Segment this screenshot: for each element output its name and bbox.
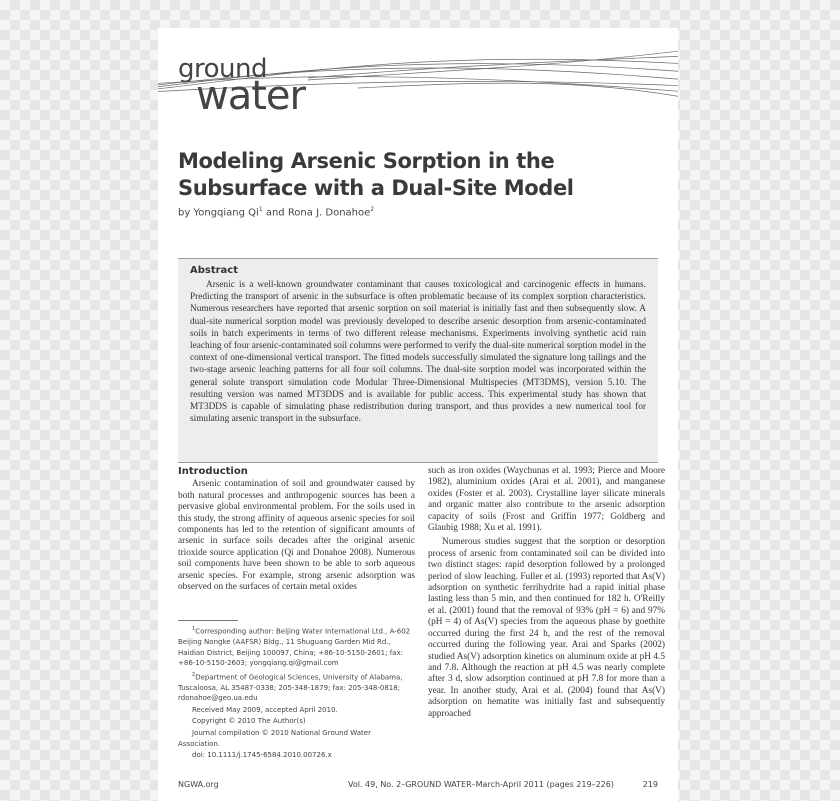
copyright-line: Copyright © 2010 The Author(s) [192,717,306,726]
footer-page-number: 219 [642,780,658,789]
author-1-affiliation-mark: 1 [258,206,263,213]
footnote-2-mark: 2 [192,671,196,678]
introduction-heading: Introduction [178,466,248,477]
right-column-paragraph-1: such as iron oxides (Waychunas et al. 1993; Pierce and Moore 1982), aluminium oxides (Arai et al. 2001), and manganese oxides (Foster et al. 2003). Crystalline layer silicate minerals and organic matter also contribute to the arsenic adsorption capacity of soils (Frost and Griffin 1977; Goldberg and Glaubig 1988; Xu et al. 1991). [428,466,665,534]
author-2-affiliation-mark: 2 [370,206,375,213]
footer-website: NGWA.org [178,780,219,789]
abstract-heading: Abstract [190,265,239,276]
footnote-rule [178,620,238,621]
author-byline [178,206,374,218]
footer-citation: Vol. 49, No. 2–GROUND WATER–March-April 2011 (pages 219–226) [348,780,614,789]
journal-logo-water: water [196,73,305,119]
footnote-2 [178,670,415,704]
article-title: Modeling Arsenic Sorption in the Subsurface with a Dual-Site Model [178,149,574,200]
author-1: Yongqiang Qi [193,207,259,219]
byline-and: and [262,207,288,219]
footnote-1-text: Corresponding author: Beijing Water International Ltd., A-602 Beijing Nongke (AAFSR) Bldg., 11 Shuguang Garden Mid Rd., Haidian District, Beijing 100097, China; +86-10-5150-2601; fax: +86-10-5150-2603; yongqiang.qi@gmail.com [178,627,411,668]
footnotes [178,624,415,762]
received-date: Received May 2009, accepted April 2010. [192,705,338,714]
doi-line: doi: 10.1111/j.1745-6584.2010.00726.x [192,751,332,760]
introduction-paragraph: Arsenic contamination of soil and groundwater caused by both natural processes and anthropogenic sources has been a pervasive global environmental problem. For the soils used in this study, the strong affinity of aqueous arsenic species for soil components has led to the retention of significant amounts of arsenic in surface soils decades after the original arsenic trioxide source application (Qi and Donahoe 2008). Numerous soil components have been shown to be able to sorb aqueous arsenic species. For example, strong arsenic adsorption was observed on the surfaces of certain metal oxides [178,479,415,593]
footnote-1 [178,624,415,669]
paper-page [158,28,678,801]
author-2: Rona J. Donahoe [287,207,371,219]
page-footer [178,780,658,792]
right-column-paragraph-2: Numerous studies suggest that the sorption or desorption process of arsenic from contaminated soil can be divided into two distinct stages: rapid desorption followed by a prolonged period of slow leaching. Fuller et al. (1993) reported that As(V) adsorption on synthetic ferrihydrite had a rapid initial phase lasting less than 5 min, and then continued for 182 h. O'Reilly et al. (2001) found that the removal of 93% (pH = 6) and 97% (pH = 4) of As(V) species from the aqueous phase by goethite occurred during the first 24 h, and the rest of the removal occurred during the following year. Arai and Sparks (2002) studied As(V) adsorption kinetics on aluminum oxide at pH 4.5 and 7.8. Although the reaction at pH 4.5 was nearly complete after 3 d, slow adsorption continued at pH 7.8 for more than a year. In another study, Arai et al. (2004) found that As(V) adsorption on hematite was initially fast and subsequently approached [428,537,665,719]
byline-prefix: by [178,207,194,219]
left-column [178,466,415,593]
journal-logo-ground: ground [178,54,267,84]
journal-compilation: Journal compilation © 2010 National Ground Water Association. [178,729,371,748]
abstract-box [178,258,658,463]
abstract-body: Arsenic is a well-known groundwater contaminant that causes toxicological and carcinogenic effects in humans. Predicting the transport of arsenic in the subsurface is often problematic because of its complex sorption characteristics. Numerous researchers have reported that arsenic sorption on soil material is initially fast and then subsequently slow. A dual-site numerical sorption model was previously developed to describe arsenic desorption from arsenic-contaminated soils in batch experiments in terms of two different release mechanisms. Experiments involving synthetic acid rain leaching of four arsenic-contaminated soil columns were performed to verify the dual-site numerical sorption model in the context of one-dimensional vertical transport. The fitted models successfully simulated the signature long tailings and the two-stage arsenic leaching patterns for all four soil columns. The dual-site sorption model was incorporated within the general solute transport simulation code Modular Three-Dimensional Multispecies (MT3DMS), version 5.10. The resulting version was named MT3DDS and is available for public access. This experimental study has shown that MT3DDS is capable of simulating phase redistribution during transport, and thus provides a new numerical tool for simulating arsenic transport in the subsurface. [190,280,646,425]
footnote-2-text: Department of Geological Sciences, University of Alabama, Tuscaloosa, AL 35487-0338; 205-348-1879; fax: 205-348-0818; rdonahoe@geo.ua.edu [178,673,403,703]
footnote-1-mark: 1 [192,626,196,632]
right-column [428,466,665,720]
